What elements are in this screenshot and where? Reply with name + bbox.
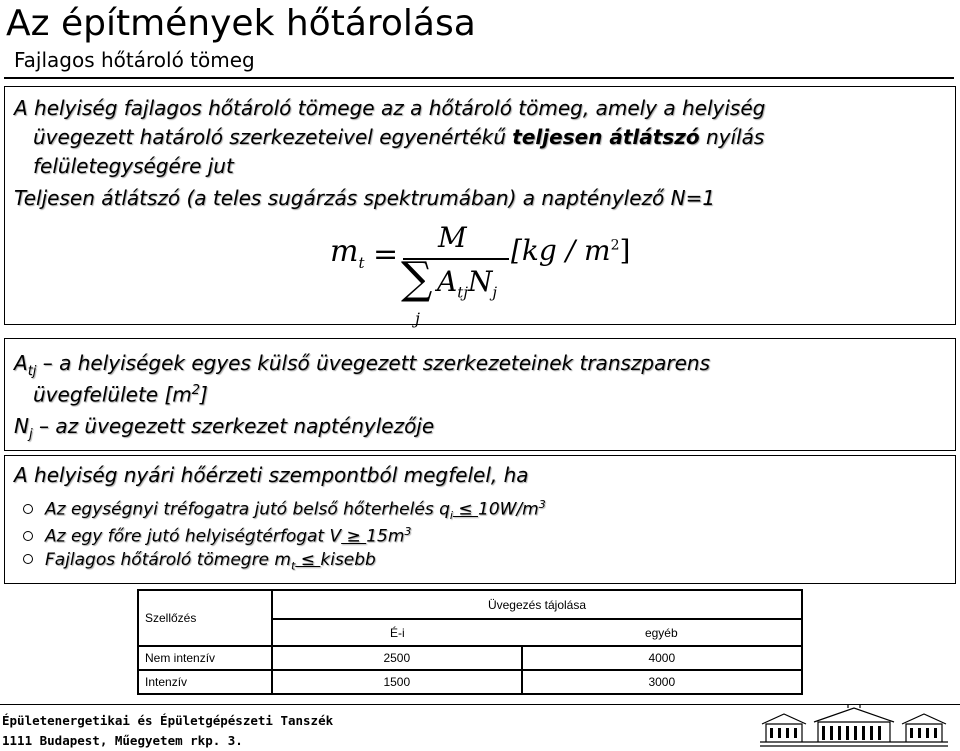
legend-atj-line-1: $A_{tj}$ – a helyiségek egyes külső üvegezett szerkezeteinek transzparens: [14, 351, 710, 379]
condition-item-1: Az egységnyi tréfogatra jutó belső hőterhelés $q_i \le 10W/m^3$: [23, 494, 546, 527]
title-divider: [4, 77, 954, 79]
formula-equals: =: [373, 237, 399, 272]
ventilation-table: [137, 589, 803, 695]
row-value-north: 2500: [272, 646, 522, 670]
footer-department: Épületenergetikai és Épületgépészeti Tanszék: [2, 713, 334, 728]
legend-atj-line-2: üvegfelülete $[m^2]$: [33, 382, 208, 407]
page-subtitle: Fajlagos hőtároló tömeg: [14, 48, 255, 72]
legend-nj: $N_j$ – az üvegezett szerkezet napténylezője: [14, 414, 435, 442]
condition-item-3: Fajlagos hőtároló tömegre $m_t$ ≤ kisebb: [23, 549, 376, 577]
circle-bullet-icon: [23, 554, 33, 564]
conditions-intro: A helyiség nyári hőérzeti szempontból megfelel, ha: [14, 463, 529, 487]
sum-symbol: ∑: [401, 253, 433, 304]
row-label: Nem intenzív: [138, 646, 272, 670]
table-row: [138, 646, 802, 670]
row-label: Intenzív: [138, 670, 272, 694]
condition-item-2: Az egy főre jutó helyiségtérfogat $V \ge 15m^3$: [23, 521, 411, 548]
page-title: Az építmények hőtárolása: [6, 3, 476, 44]
formula-lhs: $m_t$: [330, 234, 365, 272]
sum-index: j: [415, 309, 420, 328]
definition-line-3: felületegységére jut: [33, 154, 234, 178]
formula-numerator: M: [438, 221, 467, 254]
table-header-other: egyéb: [522, 619, 802, 646]
row-value-north: 1500: [272, 670, 522, 694]
university-building-logo: [758, 704, 950, 748]
row-value-other: 3000: [522, 670, 802, 694]
legend-panel: [4, 338, 956, 451]
table-header-ventilation: Szellőzés: [138, 590, 272, 646]
definition-panel: [4, 86, 956, 328]
footer-address: 1111 Budapest, Műegyetem rkp. 3.: [2, 733, 243, 748]
transparent-definition: Teljesen átlátszó (a teles sugárzás spektrumában) a napténylező N=1: [14, 186, 716, 210]
formula-denominator: $A_{tj}N_j$: [437, 265, 498, 302]
circle-bullet-icon: [23, 504, 33, 514]
row-value-other: 4000: [522, 646, 802, 670]
table-header-glazing: Üvegezés tájolása: [272, 590, 802, 619]
definition-line-2: üvegezett határoló szerkezeteivel egyenértékű teljesen átlátszó nyílás: [33, 125, 765, 149]
table-header-north: É-i: [272, 619, 522, 646]
circle-bullet-icon: [23, 531, 33, 541]
definition-line-1: A helyiség fajlagos hőtároló tömege az a hőtároló tömeg, amely a helyiség: [14, 96, 766, 120]
formula-unit: $[kg / m^2]$: [511, 234, 631, 267]
conditions-panel: [4, 455, 956, 584]
table-row: [138, 670, 802, 694]
